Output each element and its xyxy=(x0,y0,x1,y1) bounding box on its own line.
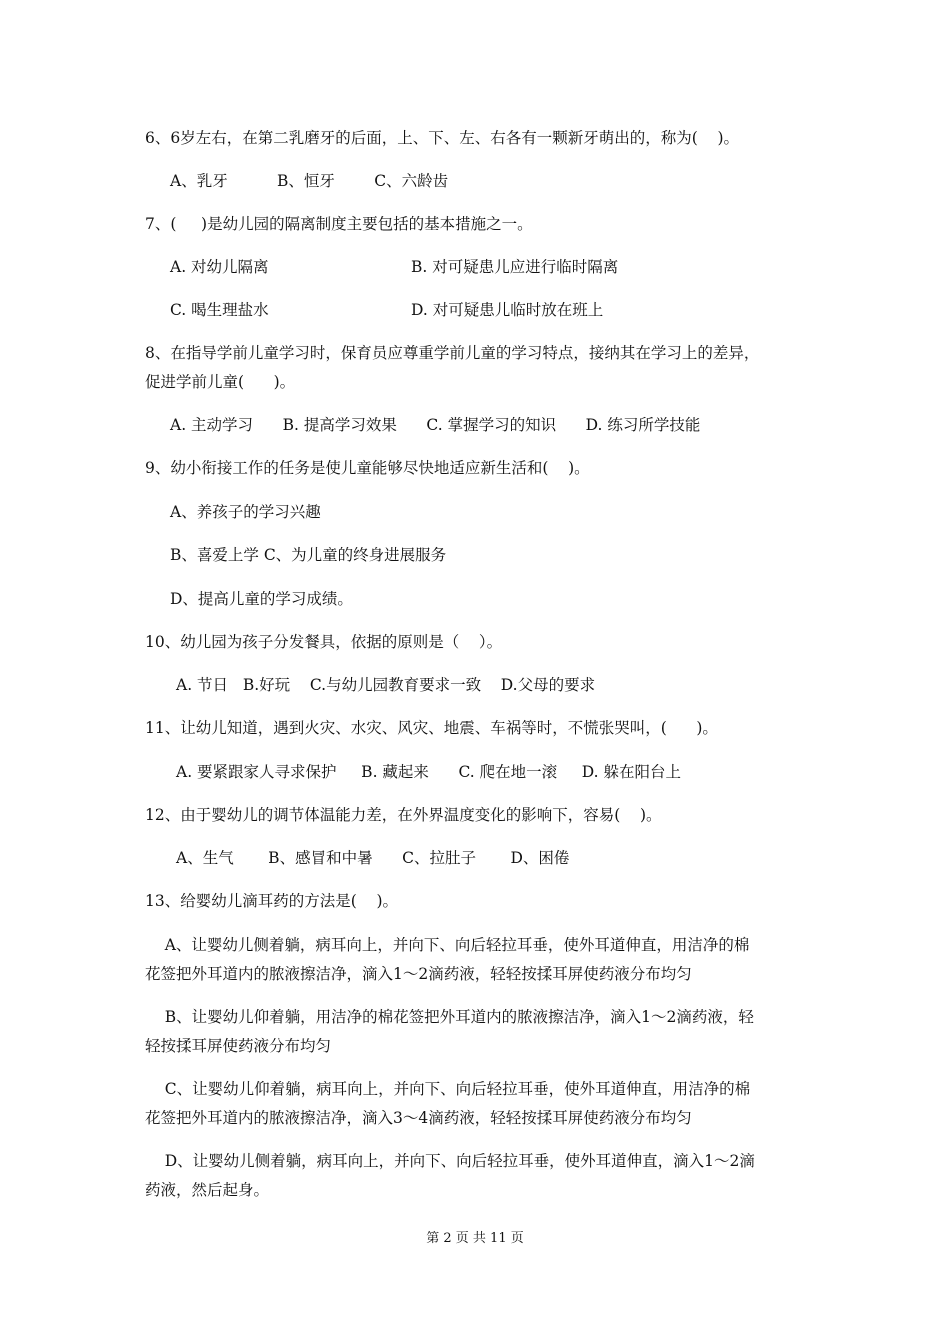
question-11: 11、让幼儿知道，遇到火灾、水灾、风灾、地震、车祸等时，不慌张哭叫，( )。 xyxy=(145,719,718,737)
question-8-options: A. 主动学习 B. 提高学习效果 C. 掌握学习的知识 D. 练习所学技能 xyxy=(170,416,701,434)
question-13-option-a-line-2: 花签把外耳道内的脓液擦洁净，滴入1～2滴药液，轻轻按揉耳屏使药液分布均匀 xyxy=(145,965,692,983)
question-10-options: A. 节日 B.好玩 C.与幼儿园教育要求一致 D.父母的要求 xyxy=(176,676,596,694)
question-7: 7、( )是幼儿园的隔离制度主要包括的基本措施之一。 xyxy=(145,215,533,233)
question-12: 12、由于婴幼儿的调节体温能力差，在外界温度变化的影响下，容易( )。 xyxy=(145,806,662,824)
question-13-option-d-line-1: D、让婴幼儿侧着躺，病耳向上，并向下、向后轻拉耳垂，使外耳道伸直，滴入1～2滴 xyxy=(145,1152,755,1170)
question-13-option-c-line-2: 花签把外耳道内的脓液擦洁净，滴入3～4滴药液，轻轻按揉耳屏使药液分布均匀 xyxy=(145,1109,692,1127)
question-7-option-d: D. 对可疑患儿临时放在班上 xyxy=(411,301,604,319)
question-7-option-b: B. 对可疑患儿应进行临时隔离 xyxy=(411,258,619,276)
question-7-option-c: C. 喝生理盐水 xyxy=(170,301,269,319)
question-7-option-a: A. 对幼儿隔离 xyxy=(170,258,269,276)
question-9: 9、幼小衔接工作的任务是使儿童能够尽快地适应新生活和( )。 xyxy=(145,459,590,477)
question-12-options: A、生气 B、感冒和中暑 C、拉肚子 D、困倦 xyxy=(176,849,570,867)
question-9-option-d: D、提高儿童的学习成绩。 xyxy=(170,590,353,608)
question-13: 13、给婴幼儿滴耳药的方法是( )。 xyxy=(145,892,399,910)
question-6-options: A、乳牙 B、恒牙 C、六龄齿 xyxy=(170,172,449,190)
question-9-option-bc: B、喜爱上学 C、为儿童的终身进展服务 xyxy=(170,546,447,564)
question-8-line-1: 8、在指导学前儿童学习时，保育员应尊重学前儿童的学习特点，接纳其在学习上的差异， xyxy=(145,344,760,362)
page-number-footer: 第 2 页 共 11 页 xyxy=(426,1231,524,1246)
question-13-option-b-line-1: B、让婴幼儿仰着躺，用洁净的棉花签把外耳道内的脓液擦洁净，滴入1～2滴药液，轻 xyxy=(145,1008,754,1026)
question-13-option-c-line-1: C、让婴幼儿仰着躺，病耳向上，并向下、向后轻拉耳垂，使外耳道伸直，用洁净的棉 xyxy=(145,1080,751,1098)
question-8-line-2: 促进学前儿童( )。 xyxy=(145,373,296,391)
question-6: 6、6岁左右，在第二乳磨牙的后面，上、下、左、右各有一颗新牙萌出的，称为( )。 xyxy=(145,129,740,147)
question-9-option-a: A、养孩子的学习兴趣 xyxy=(170,503,321,521)
question-13-option-a-line-1: A、让婴幼儿侧着躺，病耳向上，并向下、向后轻拉耳垂，使外耳道伸直，用洁净的棉 xyxy=(145,936,750,954)
question-13-option-b-line-2: 轻按揉耳屏使药液分布均匀 xyxy=(145,1037,332,1055)
question-11-options: A. 要紧跟家人寻求保护 B. 藏起来 C. 爬在地一滚 D. 躲在阳台上 xyxy=(176,763,682,781)
question-10: 10、幼儿园为孩子分发餐具，依据的原则是（ ）。 xyxy=(145,633,503,651)
question-13-option-d-line-2: 药液，然后起身。 xyxy=(145,1181,270,1199)
